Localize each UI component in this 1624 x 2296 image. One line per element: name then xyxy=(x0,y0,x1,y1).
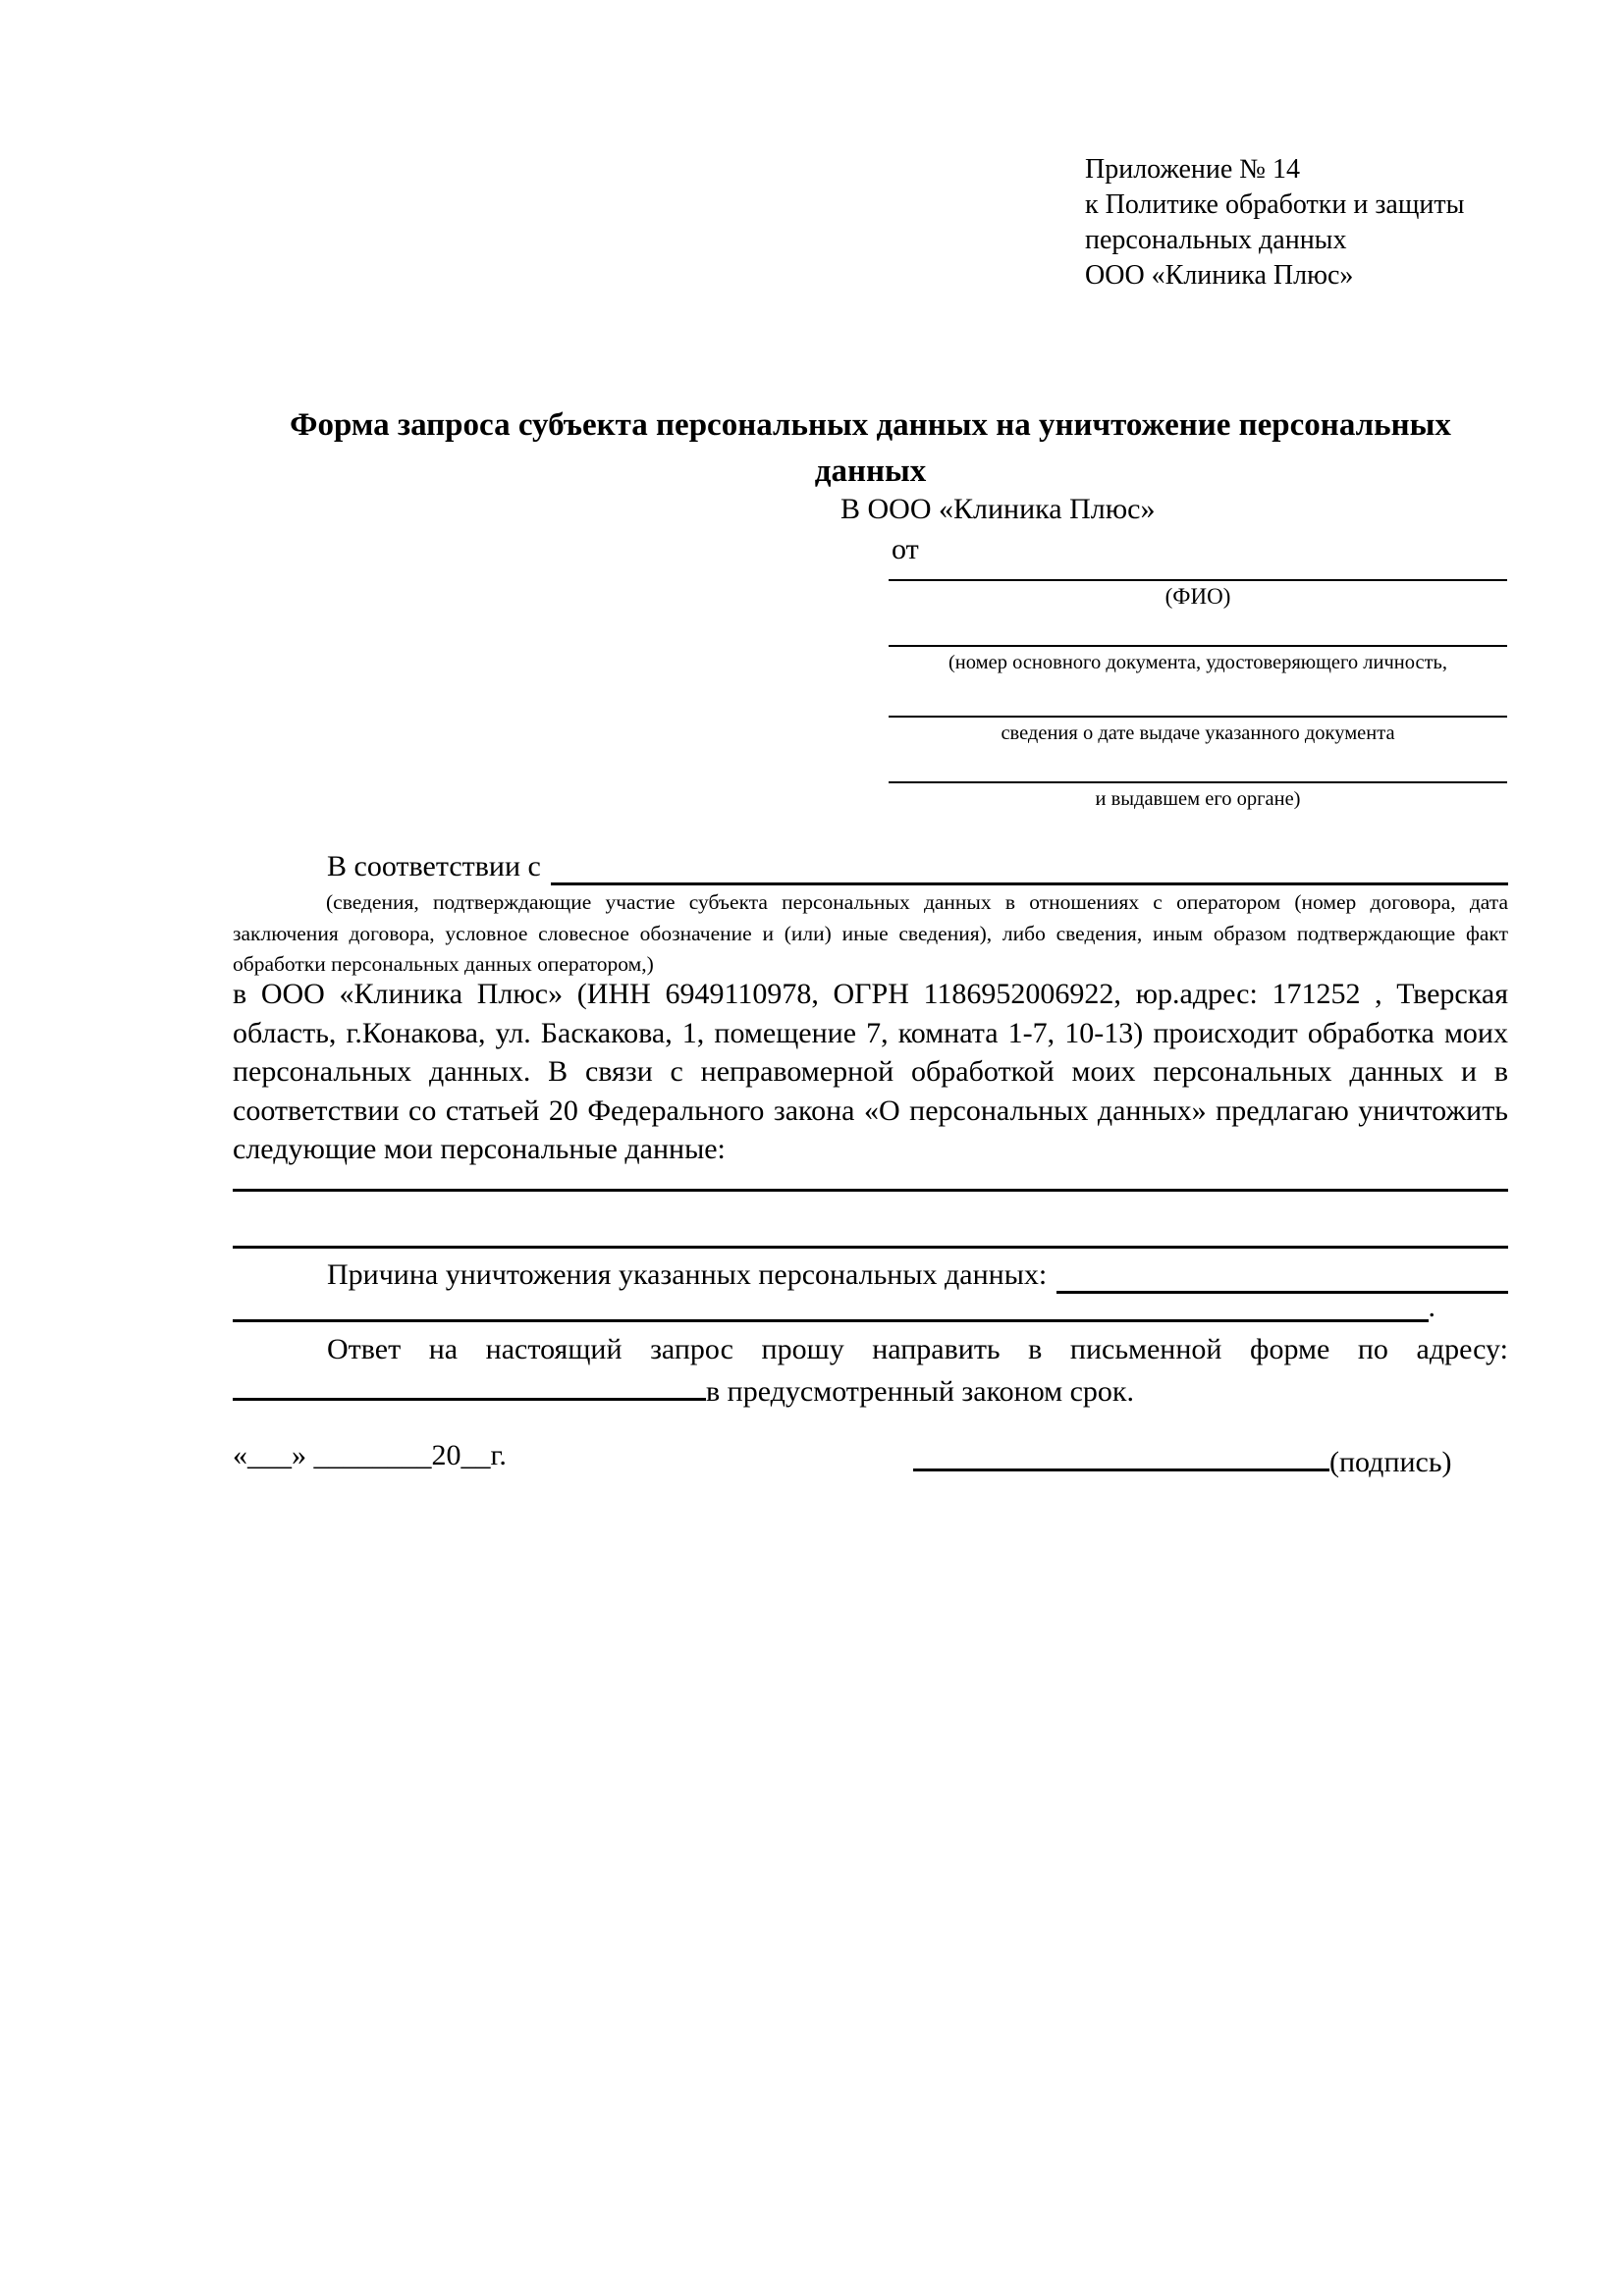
signature-group xyxy=(913,1439,1452,1479)
addressee-line: В ООО «Клиника Плюс» xyxy=(840,493,1156,525)
reason-row xyxy=(233,1256,1508,1294)
reason-continuation-blank-line xyxy=(233,1293,1429,1322)
form-title: Форма запроса субъекта персональных данных на уничтожение персональных данных xyxy=(290,407,1451,489)
reason-continuation-row xyxy=(233,1293,1435,1322)
accordance-lead: В соответствии с xyxy=(327,850,541,882)
fio-field xyxy=(889,579,1507,610)
accordance-footnote: (сведения, подтверждающие участие субъекта персональных данных в отношениях с оператором (номер договора, дата заключения договора, условное словесное обозначение и (или) иные сведения), либо сведения, иным образом подтверждающие факт обработки персональных данных оператором,) xyxy=(233,890,1508,976)
from-label: от xyxy=(892,533,919,565)
accordance-row xyxy=(233,848,1508,885)
policy-reference-line: к Политике обработки и защиты xyxy=(1085,189,1465,220)
data-list-blank-line-2 xyxy=(233,1246,1508,1249)
appendix-number: Приложение № 14 xyxy=(1085,154,1300,185)
response-tail: в предусмотренный законом срок. xyxy=(706,1375,1134,1408)
reason-label: Причина уничтожения указанных персональных данных: xyxy=(327,1258,1048,1291)
data-list-blank-line-1 xyxy=(233,1189,1508,1192)
issuer-field xyxy=(889,781,1507,812)
fio-field-label: (ФИО) xyxy=(1164,584,1231,609)
document-number-field-label: (номер основного документа, удостоверяющего личность, xyxy=(947,652,1448,673)
address-blank-line xyxy=(233,1368,706,1401)
signature-label: (подпись) xyxy=(1329,1446,1452,1478)
signature-blank-line xyxy=(913,1439,1329,1471)
sentence-period: . xyxy=(1428,1291,1435,1323)
accordance-blank-line xyxy=(551,848,1508,885)
address-row xyxy=(233,1368,1508,1411)
response-sentence: Ответ на настоящий запрос прошу направить в письменной форме по адресу: xyxy=(327,1333,1508,1365)
company-name: ООО «Клиника Плюс» xyxy=(1085,260,1354,291)
document-number-field xyxy=(889,645,1507,675)
reason-blank-line xyxy=(1056,1256,1508,1294)
issue-date-field xyxy=(889,716,1507,746)
appendix-header xyxy=(1085,152,1464,294)
issue-date-field-label: сведения о дате выдаче указанного документа xyxy=(1001,722,1395,744)
policy-reference-line: персональных данных xyxy=(1085,225,1347,255)
body-paragraph: в ООО «Клиника Плюс» (ИНН 6949110978, ОГРН 1186952006922, юр.адрес: 171252 , Тверская область, г.Конакова, ул. Баскакова, 1, помещение 7, комната 1-7, 10-13) происходит обработка моих персональных данных. В связи с неправомерной обработкой моих персональных данных и в соответствии со статьей 20 Федерального закона «О персональных данных» предлагаю уничтожить следующие мои персональные данные: xyxy=(233,978,1508,1165)
date-placeholder: «___» ________20__г. xyxy=(233,1439,507,1471)
issuer-field-label: и выдавшем его органе) xyxy=(1095,788,1301,810)
